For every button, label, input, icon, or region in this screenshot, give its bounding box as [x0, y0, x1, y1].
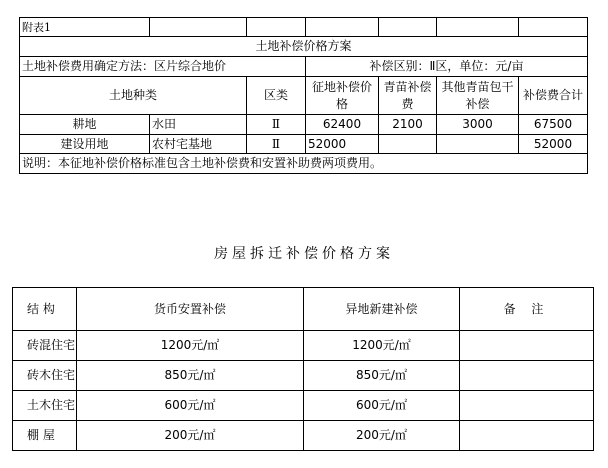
header-total: 补偿费合计 [519, 77, 588, 115]
header-cash: 货币安置补偿 [77, 288, 304, 331]
appendix-ref: 附表1 [20, 18, 150, 37]
header-structure: 结 构 [13, 288, 77, 331]
table-row: 耕地 水田 Ⅱ 62400 2100 3000 67500 [20, 115, 588, 135]
land-table-note: 说明：本征地补偿价格标准包含土地补偿费和安置补助费两项费用。 [20, 154, 588, 174]
method-label: 土地补偿费用确定方法：区片综合地价 [20, 57, 306, 77]
header-land-type: 土地种类 [20, 77, 247, 115]
table-row: 砖混住宅 1200元/㎡ 1200元/㎡ [13, 331, 594, 361]
land-compensation-table [19, 17, 588, 174]
house-table-title: 房屋拆迁补偿价格方案 [214, 246, 394, 262]
header-other-crop: 其他青苗包干补偿 [437, 77, 519, 115]
land-table-title: 土地补偿价格方案 [20, 37, 588, 57]
table-row: 棚 屋 200元/㎡ 200元/㎡ [13, 421, 594, 451]
house-compensation-table [12, 287, 594, 451]
header-zone: 区类 [247, 77, 306, 115]
table-row: 土木住宅 600元/㎡ 600元/㎡ [13, 391, 594, 421]
header-remark: 备 注 [460, 288, 594, 331]
table-row: 砖木住宅 850元/㎡ 850元/㎡ [13, 361, 594, 391]
table-row: 建设用地 农村宅基地 Ⅱ 52000 52000 [20, 135, 588, 154]
header-crop-fee: 青苗补偿费 [379, 77, 437, 115]
zone-label: 补偿区别：Ⅱ区，单位：元/亩 [306, 57, 588, 77]
header-relocation: 异地新建补偿 [304, 288, 460, 331]
header-requisition-price: 征地补偿价格 [306, 77, 379, 115]
